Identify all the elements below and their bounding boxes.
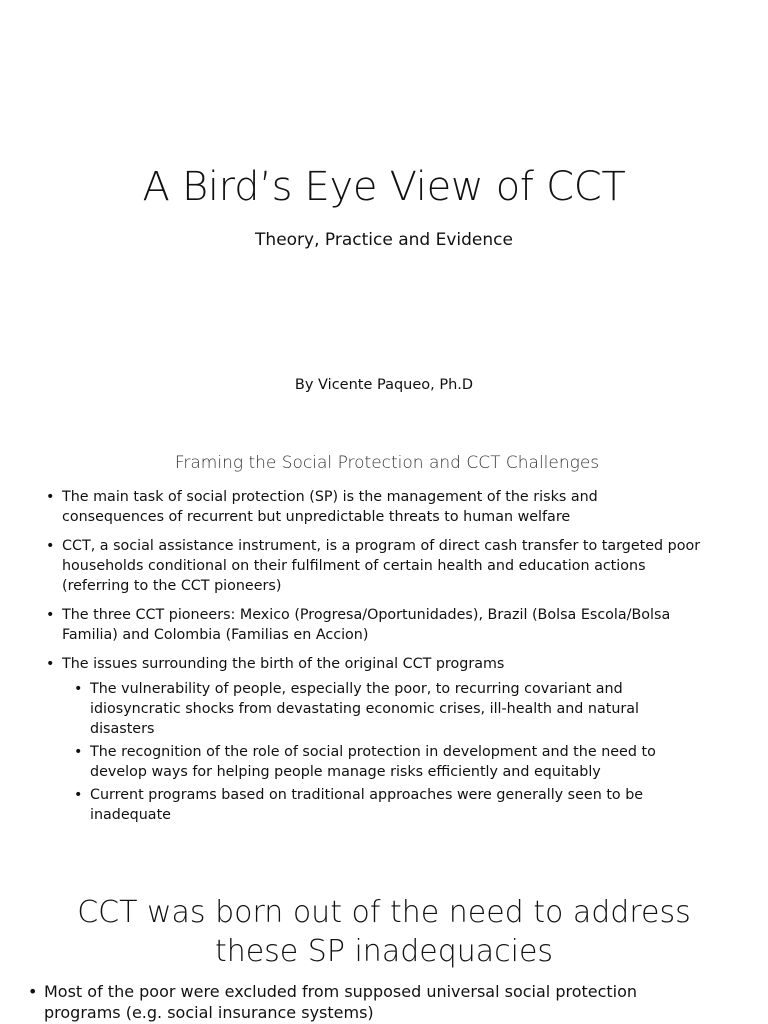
slide-body [44,487,704,834]
slide-body [26,981,716,1023]
bullet-text: The issues surrounding the birth of the original CCT programs [62,656,505,672]
slide-title-line: CCT was born out of the need to address [77,895,691,930]
sub-bullet-item: • The recognition of the role of social protection in development and the need to develop ways for helping people manage risks efficiently and equitably [72,742,704,782]
slide-title: Framing the Social Protection and CCT Challenges [174,453,600,473]
bullet-item: • Most of the poor were excluded from supposed universal social protection programs (e.g. social insurance systems) [26,981,716,1023]
cct-origin-slide [0,855,768,1024]
bullet-item: • The main task of social protection (SP) is the management of the risks and consequences of recurrent but unpredictable threats to human welfare [44,487,704,527]
presentation-subtitle: Theory, Practice and Evidence [255,230,513,250]
slide-title [0,893,768,971]
bullet-item: • The three CCT pioneers: Mexico (Progresa/Oportunidades), Brazil (Bolsa Escola/Bolsa Familia) and Colombia (Familias en Accion) [44,605,704,645]
presentation-title: A Bird’s Eye View of CCT [142,164,626,210]
bullet-list [26,981,716,1023]
sub-bullet-item: • Current programs based on traditional approaches were generally seen to be inadequate [72,785,704,825]
sub-bullet-item: • The vulnerability of people, especially the poor, to recurring covariant and idiosyncratic shocks from devastating economic crises, ill-health and natural disasters [72,679,704,739]
sub-bullet-list [72,679,704,825]
author-line: By Vicente Paqueo, Ph.D [294,377,474,393]
slide-title-line: these SP inadequacies [214,934,554,969]
title-slide [0,0,768,435]
framing-slide [0,435,768,855]
bullet-item: • CCT, a social assistance instrument, is a program of direct cash transfer to targeted poor households conditional on their fulfilment of certain health and education actions (referring to the CCT pioneers) [44,536,704,596]
bullet-list [44,487,704,825]
bullet-item [44,654,704,825]
